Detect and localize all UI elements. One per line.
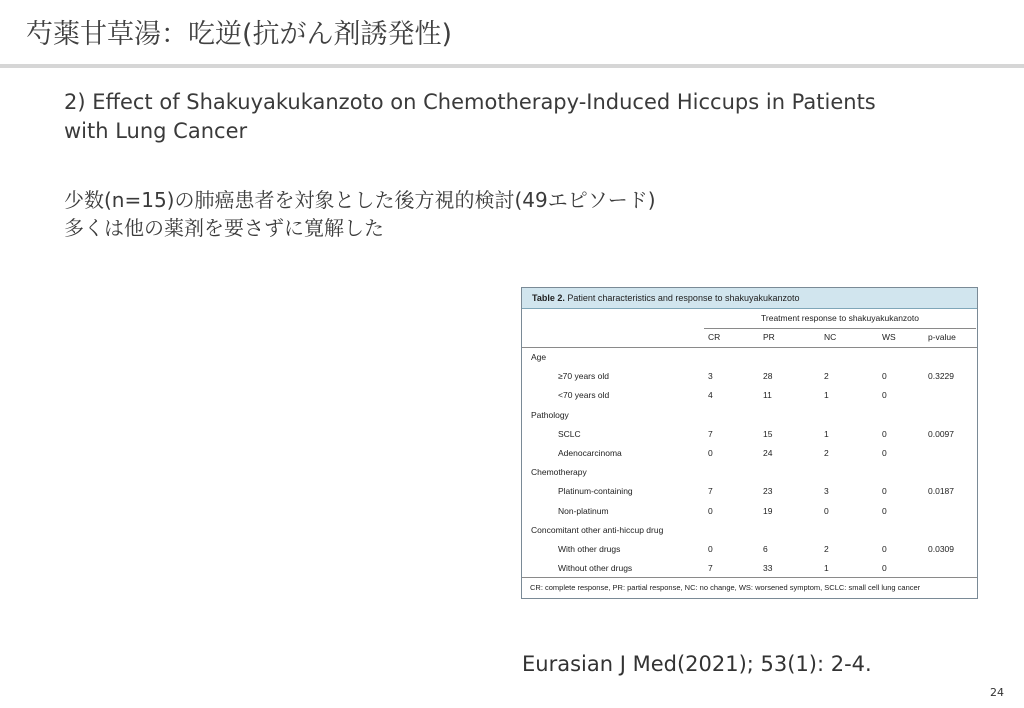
table-row (522, 540, 977, 559)
cell-cr: 7 (708, 428, 713, 439)
column-header-p-value: p-value (928, 332, 956, 342)
table-caption-number: Table 2. (532, 293, 565, 303)
column-header-pr: PR (763, 332, 775, 342)
cell-ws: 0 (882, 563, 887, 574)
cell-nc: 1 (824, 563, 829, 574)
cell-nc: 2 (824, 544, 829, 554)
cell-p: 0.0187 (928, 486, 954, 497)
table-row (522, 521, 977, 540)
summary-line: 少数(n=15)の肺癌患者を対象とした後方視的検討(49エピソード) (64, 188, 656, 212)
table-row (522, 482, 977, 501)
slide-subtitle: 2) Effect of Shakuyakukanzoto on Chemotherapy-Induced Hiccups in Patients with Lung Cancer (64, 90, 876, 143)
table-row (522, 559, 977, 578)
summary-text (64, 186, 924, 242)
column-header-cr: CR (708, 332, 721, 342)
table-row (522, 386, 977, 405)
row-label: Chemotherapy (531, 467, 587, 478)
cell-p: 0.0309 (928, 544, 954, 554)
cell-pr: 23 (763, 486, 773, 497)
citation: Eurasian J Med(2021); 53(1): 2-4. (522, 652, 872, 676)
cell-cr: 0 (708, 448, 713, 458)
cell-pr: 33 (763, 563, 773, 574)
cell-cr: 3 (708, 371, 713, 382)
cell-ws: 0 (882, 505, 887, 516)
cell-pr: 11 (763, 390, 772, 401)
table-footnote: CR: complete response, PR: partial response, NC: no change, WS: worsened symptom, SCLC: small cell lung cancer (522, 577, 977, 597)
cell-pr: 24 (763, 448, 773, 458)
cell-ws: 0 (882, 486, 887, 497)
table-caption-text: Patient characteristics and response to shakuyakukanzoto (567, 293, 800, 303)
summary-line: 多くは他の薬剤を要さずに寛解した (64, 216, 384, 240)
table-header-row (522, 328, 977, 348)
table-caption (522, 288, 977, 309)
table-row (522, 406, 977, 425)
row-label: Non-platinum (558, 505, 609, 516)
row-label: SCLC (558, 428, 581, 439)
row-label: Concomitant other anti-hiccup drug (531, 524, 664, 535)
cell-ws: 0 (882, 390, 887, 401)
column-header-nc: NC (824, 332, 837, 342)
page-number: 24 (990, 686, 1004, 699)
row-label: ≥70 years old (558, 371, 609, 382)
table-row (522, 444, 977, 463)
cell-ws: 0 (882, 448, 887, 458)
cell-ws: 0 (882, 544, 887, 554)
table-row (522, 425, 977, 444)
cell-nc: 1 (824, 428, 829, 439)
results-table (521, 287, 978, 599)
title-divider (0, 64, 1024, 68)
cell-cr: 7 (708, 486, 713, 497)
cell-nc: 1 (824, 390, 829, 401)
table-group-header: Treatment response to shakuyakukanzoto (704, 309, 976, 329)
slide-title: 芍薬甘草湯：吃逆(抗がん剤誘発性) (26, 19, 453, 50)
cell-pr: 6 (763, 544, 768, 554)
cell-cr: 7 (708, 563, 713, 574)
cell-cr: 0 (708, 544, 713, 554)
cell-cr: 0 (708, 505, 713, 516)
row-label: Age (531, 352, 547, 362)
row-label: Adenocarcinoma (558, 448, 622, 458)
row-label: Without other drugs (558, 563, 633, 574)
cell-pr: 15 (763, 428, 773, 439)
cell-nc: 0 (824, 505, 829, 516)
cell-p: 0.0097 (928, 428, 954, 439)
column-header-ws: WS (882, 332, 896, 342)
row-label: Pathology (531, 409, 569, 420)
cell-cr: 4 (708, 390, 713, 401)
cell-pr: 19 (763, 505, 773, 516)
row-label: Platinum-containing (558, 486, 633, 497)
table-row (522, 502, 977, 521)
row-label: With other drugs (558, 544, 621, 554)
cell-ws: 0 (882, 371, 887, 382)
table-row (522, 367, 977, 386)
table-row (522, 463, 977, 482)
cell-p: 0.3229 (928, 371, 954, 382)
cell-nc: 2 (824, 448, 829, 458)
cell-pr: 28 (763, 371, 773, 382)
cell-nc: 3 (824, 486, 829, 497)
table-row (522, 348, 977, 367)
row-label: <70 years old (558, 390, 610, 401)
cell-nc: 2 (824, 371, 829, 382)
cell-ws: 0 (882, 428, 887, 439)
